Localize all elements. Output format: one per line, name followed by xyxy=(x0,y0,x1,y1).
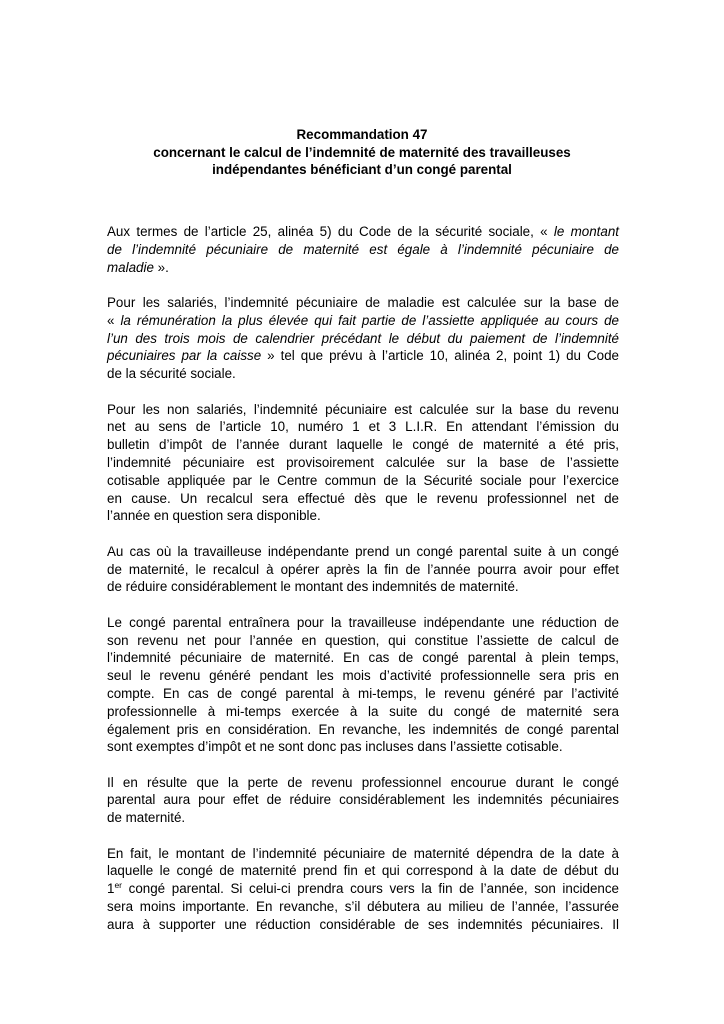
paragraph-4-line: Au cas où la travailleuse indépendante prend un congé parental suite à un congé xyxy=(107,543,619,559)
title-line-1: Recommandation 47 xyxy=(296,127,428,142)
paragraph-2-line: pécuniaires par la caisse » tel que prévu à l’article 10, alinéa 2, point 1) du Code xyxy=(107,348,619,364)
paragraph-7-line: laquelle le congé de maternité prend fin et qui correspond à la date de début du xyxy=(107,863,619,879)
paragraph-3-line: en cause. Un recalcul sera effectué dès que le revenu professionnel net de xyxy=(107,490,619,506)
paragraph-1-line: Aux termes de l’article 25, alinéa 5) du Code de la sécurité sociale, « le montant xyxy=(107,224,619,239)
paragraph-1-line: de l’indemnité pécuniaire de maternité est égale à l’indemnité pécuniaire de xyxy=(107,241,619,257)
paragraph-6-line: de maternité. xyxy=(107,810,186,826)
paragraph-4-line: de maternité, le recalcul à opérer après la fin de l’année pourra avoir pour effet xyxy=(107,561,619,577)
paragraph-7-line: 1er congé parental. Si celui-ci prendra cours vers la fin de l’année, son incidence xyxy=(107,880,619,897)
title-line-2: concernant le calcul de l’indemnité de maternité des travailleuses xyxy=(153,144,571,160)
paragraph-6 xyxy=(107,774,619,827)
paragraph-5 xyxy=(107,614,619,756)
paragraph-5-line: sont exemptes d’impôt et ne sont donc pas incluses dans l’assiette cotisable. xyxy=(107,739,563,755)
ordinal-superscript: er xyxy=(114,880,123,891)
paragraph-1 xyxy=(107,223,619,276)
title-line-3: indépendantes bénéficiant d’un congé parental xyxy=(212,162,512,177)
paragraph-3-line: bulletin d’impôt de l’année durant laquelle le congé de maternité a été pris, xyxy=(107,437,619,453)
paragraph-5-line: également pris en considération. En revanche, les indemnités de congé parental xyxy=(107,721,619,737)
paragraph-5-line: seul le revenu généré pendant les mois d’activité professionnelle sera pris en xyxy=(107,668,619,684)
paragraph-1-line: maladie ». xyxy=(107,259,169,275)
paragraph-2-line: de la sécurité sociale. xyxy=(107,366,236,382)
document-body xyxy=(107,223,619,951)
paragraph-5-line: Le congé parental entraînera pour la travailleuse indépendante une réduction de xyxy=(107,614,619,630)
paragraph-3-line: cotisable appliquée par le Centre commun de la Sécurité sociale pour l’exercice xyxy=(107,472,619,488)
paragraph-5-line: son revenu net pour l’année en question, qui constitue l’assiette de calcul de xyxy=(107,632,619,648)
paragraph-5-line: compte. En cas de congé parental à mi-temps, le revenu généré par l’activité xyxy=(107,685,619,701)
document-title xyxy=(60,126,664,179)
paragraph-5-line: l’indemnité pécuniaire de maternité. En cas de congé parental à plein temps, xyxy=(107,650,619,666)
paragraph-5-line: professionnelle à mi-temps exercée à la suite du congé de maternité sera xyxy=(107,703,619,719)
paragraph-2-line: « la rémunération la plus élevée qui fait partie de l’assiette appliquée au cours de xyxy=(107,312,620,328)
paragraph-7-line: sera moins importante. En revanche, s’il débutera au milieu de l’année, l’assurée xyxy=(107,899,619,915)
paragraph-2 xyxy=(107,294,619,383)
paragraph-7 xyxy=(107,845,619,934)
paragraph-3 xyxy=(107,401,619,526)
paragraph-3-line: Pour les non salariés, l’indemnité pécuniaire est calculée sur la base du revenu xyxy=(107,401,619,417)
paragraph-6-line: Il en résulte que la perte de revenu professionnel encourue durant le congé xyxy=(107,774,619,790)
paragraph-7-line: aura à supporter une réduction considérable de ses indemnités pécuniaires. Il xyxy=(107,916,619,932)
paragraph-3-line: net au sens de l’article 10, numéro 1 et 3 L.I.R. En attendant l’émission du xyxy=(107,419,619,435)
paragraph-3-line: l’année en question sera disponible. xyxy=(107,508,321,524)
paragraph-2-line: l’un des trois mois de calendrier précédant le début du paiement de l’indemnité xyxy=(107,330,619,346)
paragraph-3-line: l’indemnité pécuniaire est provisoirement calculée sur la base de l’assiette xyxy=(107,454,619,470)
paragraph-2-line: Pour les salariés, l’indemnité pécuniaire de maladie est calculée sur la base de xyxy=(107,294,619,310)
paragraph-4 xyxy=(107,543,619,596)
paragraph-6-line: parental aura pour effet de réduire considérablement les indemnités pécuniaires xyxy=(107,792,619,808)
paragraph-7-line: En fait, le montant de l’indemnité pécuniaire de maternité dépendra de la date à xyxy=(107,845,619,861)
paragraph-4-line: de réduire considérablement le montant des indemnités de maternité. xyxy=(107,579,519,595)
